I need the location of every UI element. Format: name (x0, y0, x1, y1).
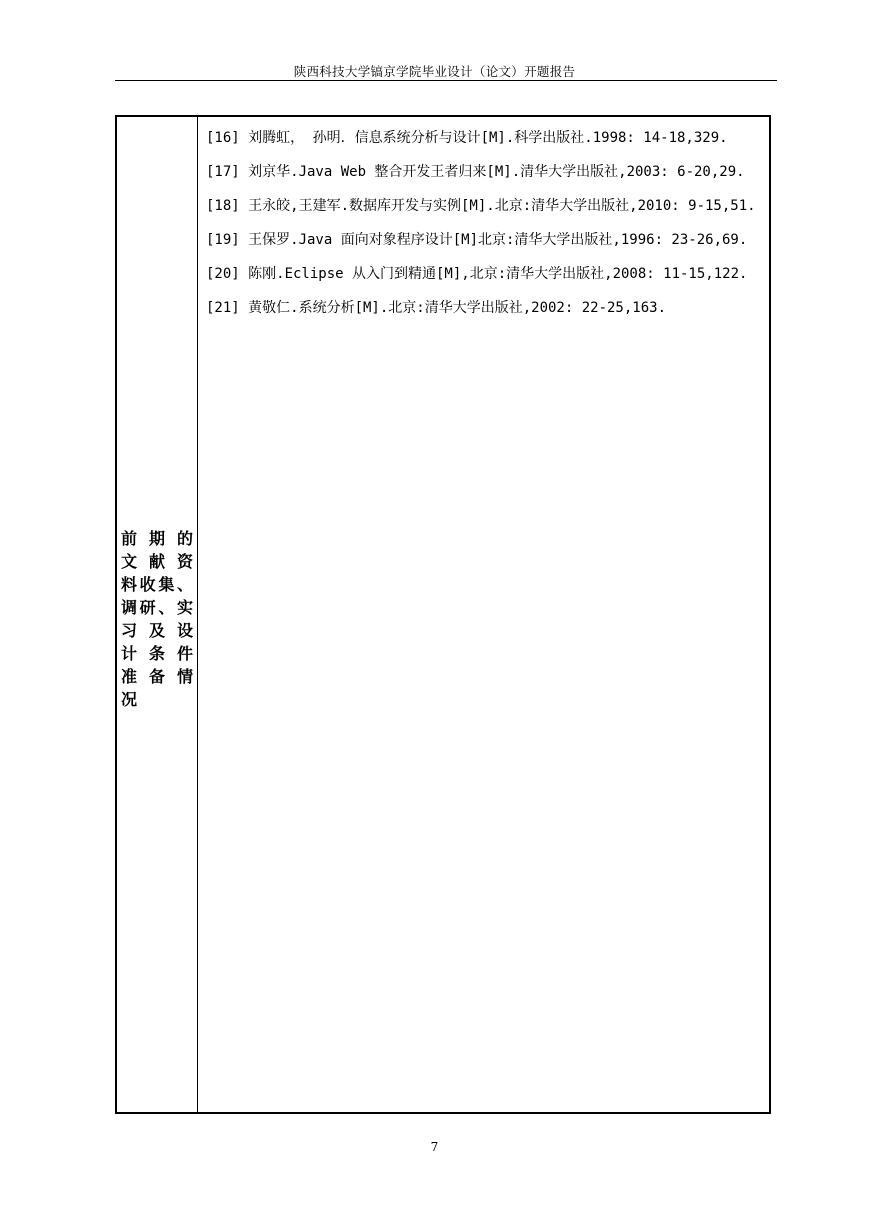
report-table (115, 115, 771, 1114)
page-header-title: 陕西科技大学镐京学院毕业设计（论文）开题报告 (293, 64, 576, 79)
reference-item: [17] 刘京华.Java Web 整合开发王者归来[M].清华大学出版社,2003: 6-20,29. (206, 164, 745, 180)
page-number: 7 (430, 1140, 439, 1154)
reference-item: [21] 黄敬仁.系统分析[M].北京:清华大学出版社,2002: 22-25,163. (206, 300, 667, 316)
reference-item: [19] 王保罗.Java 面向对象程序设计[M]北京:清华大学出版社,1996: 23-26,69. (206, 232, 748, 248)
header-rule (115, 80, 777, 81)
section-label-line: 料收集、 (121, 575, 193, 594)
column-divider (197, 117, 198, 1112)
reference-item: [18] 王永皎,王建军.数据库开发与实例[M].北京:清华大学出版社,2010: 9-15,51. (206, 198, 756, 214)
reference-item: [20] 陈刚.Eclipse 从入门到精通[M],北京:清华大学出版社,2008: 11-15,122. (206, 266, 748, 282)
reference-list (206, 121, 766, 325)
section-label (121, 527, 193, 711)
section-label-line: 准 备 情 (121, 667, 193, 686)
section-label-line: 习 及 设 (121, 621, 193, 640)
reference-item: [16] 刘腾虹， 孙明．信息系统分析与设计[M].科学出版社.1998: 14-18,329. (206, 130, 728, 146)
section-label-line: 前 期 的 (121, 529, 193, 548)
section-label-line: 况 (121, 690, 138, 709)
section-label-line: 调研、实 (121, 598, 193, 617)
section-label-line: 计 条 件 (121, 644, 193, 663)
section-label-line: 文 献 资 (121, 552, 193, 571)
